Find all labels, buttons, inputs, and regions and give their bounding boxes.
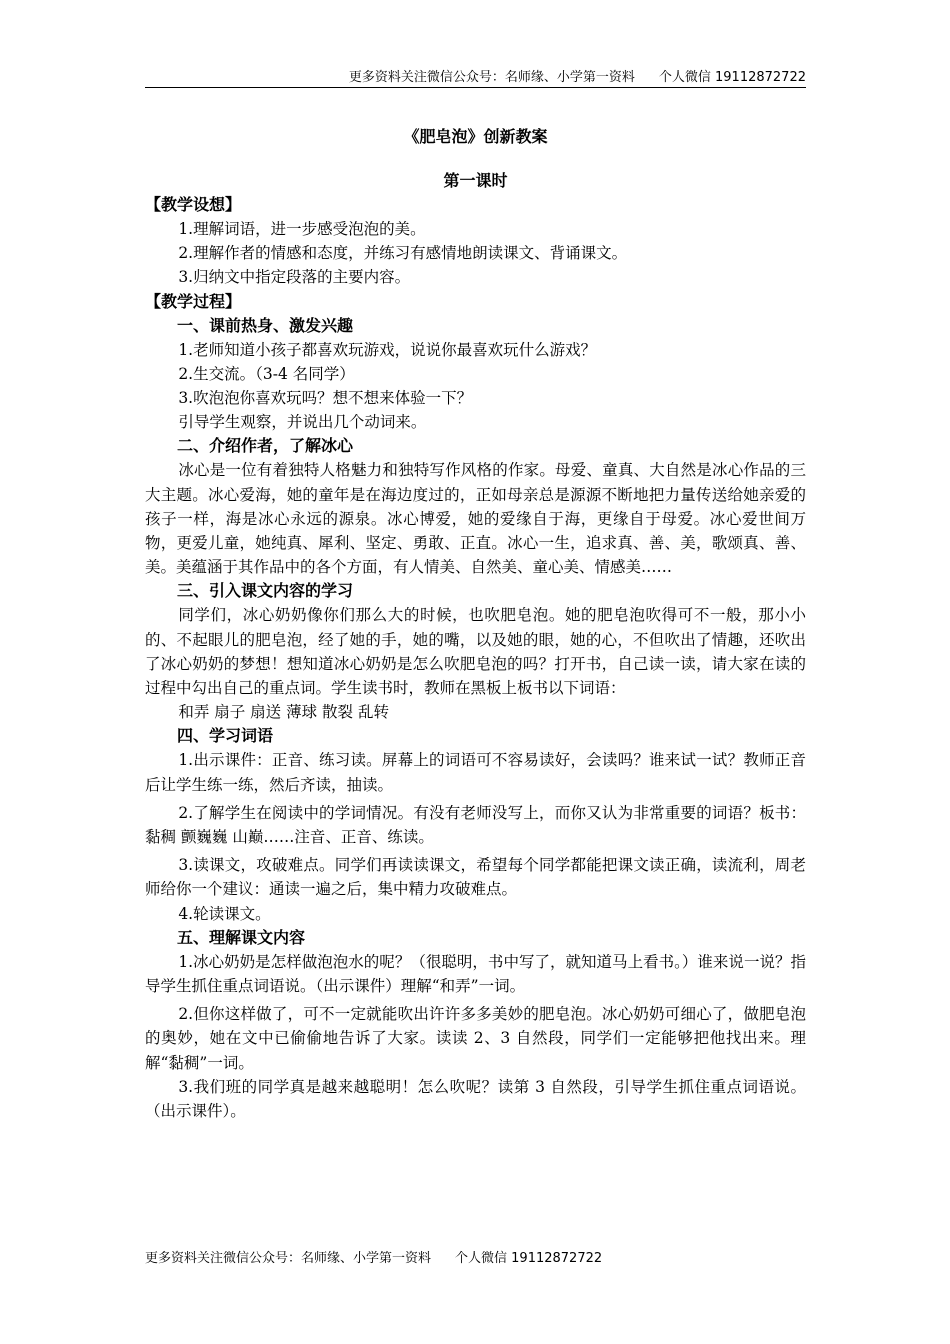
- part3-paragraph: 同学们，冰心奶奶像你们那么大的时候，也吹肥皂泡。她的肥皂泡吹得可不一般，那小小的、不起眼儿的肥皂泡，经了她的手，她的嘴，以及她的眼，她的心，不但吹出了情趣，还吹出了冰心奶奶的梦想！想知道冰心奶奶是怎么吹肥皂泡的吗？打开书，自己读一读，请大家在读的过程中勾出自己的重点词。学生读书时，教师在黑板上板书以下词语：: [145, 606, 806, 698]
- document-title: 《肥皂泡》创新教案: [403, 127, 548, 146]
- part1-item: 2.生交流。（3-4 名同学）: [178, 364, 355, 383]
- goal-item: 3.归纳文中指定段落的主要内容。: [178, 268, 411, 287]
- part2-paragraph: 冰心是一位有着独特人格魅力和独特写作风格的作家。母爱、童真、大自然是冰心作品的三大主题。冰心爱海，她的童年是在海边度过的，正如母亲总是源源不断地把力量传送给她亲爱的孩子一样，海是冰心永远的源泉。冰心博爱，她的爱缘自于海，更缘自于母爱。冰心爱世间万物，更爱儿童，她纯真、犀利、坚定、勇敢、正直。冰心一生，追求真、善、美，歌颂真、善、美。美蕴涵于其作品中的各个方面，有人情美、自然美、童心美、情感美……: [145, 461, 806, 577]
- part1-item: 3.吹泡泡你喜欢玩吗？想不想来体验一下？: [178, 389, 473, 408]
- part5-item: 1.冰心奶奶是怎样做泡泡水的呢？（很聪明，书中写了，就知道马上看书。）谁来说一说？指导学生抓住重点词语说。（出示课件）理解“和弄”一词。: [145, 952, 806, 996]
- header-personal-wechat: 个人微信 19112872722: [658, 70, 806, 85]
- page-header: [145, 66, 806, 85]
- part5-item: 3.我们班的同学真是越来越聪明！怎么吹呢？读第 3 自然段，引导学生抓住重点词语说。（出示课件）。: [145, 1077, 806, 1121]
- footer-personal-wechat: 个人微信 19112872722: [455, 1251, 603, 1266]
- part1-item: 引导学生观察，并说出几个动词来。: [178, 413, 427, 432]
- part4-item: 1.出示课件：正音、练习读。屏幕上的词语可不容易读好，会读吗？谁来试一试？教师正音后让学生练一练，然后齐读，抽读。: [145, 751, 806, 794]
- section-heading-process: 【教学过程】: [145, 291, 242, 311]
- part4-item: 2.了解学生在阅读中的学词情况。有没有老师没写上，而你又认为非常重要的词语？板书：黏稠 颤巍巍 山巅……注音、正音、练读。: [145, 803, 806, 847]
- header-divider: [145, 87, 806, 88]
- header-wechat-public: 更多资料关注微信公众号：名师缘、小学第一资料: [348, 70, 635, 85]
- part3-heading: 三、引入课文内容的学习: [177, 581, 354, 601]
- goal-item: 2.理解作者的情感和态度，并练习有感情地朗读课文、背诵课文。: [178, 244, 628, 263]
- goal-item: 1.理解词语，进一步感受泡泡的美。: [178, 220, 426, 238]
- part5-item: 2.但你这样做了，可不一定就能吹出许许多多美妙的肥皂泡。冰心奶奶可细心了，做肥皂泡的奥妙，她在文中已偷偷地告诉了大家。读读 2、3 自然段，同学们一定能够把他找出来。理解“黏稠”一词。: [145, 1005, 806, 1072]
- part4-item: 4.轮读课文。: [178, 904, 271, 923]
- footer-wechat-public: 更多资料关注微信公众号：名师缘、小学第一资料: [145, 1251, 432, 1266]
- document-body: [145, 125, 806, 1123]
- part4-heading: 四、学习词语: [177, 726, 274, 746]
- part1-heading: 一、课前热身、激发兴趣: [177, 315, 354, 335]
- lesson-subtitle: 第一课时: [443, 171, 508, 190]
- part1-item: 1.老师知道小孩子都喜欢玩游戏，说说你最喜欢玩什么游戏？: [178, 340, 597, 359]
- part4-item: 3.读课文，攻破难点。同学们再读读课文，希望每个同学都能把课文读正确，读流利，周老师给你一个建议：通读一遍之后，集中精力攻破难点。: [145, 856, 806, 899]
- part2-heading: 二、介绍作者，了解冰心: [177, 436, 354, 456]
- page-footer: [145, 1247, 602, 1266]
- part3-board-words: 和弄 扇子 扇送 薄球 散裂 乱转: [178, 703, 389, 722]
- section-heading-goals: 【教学设想】: [145, 195, 242, 214]
- part5-heading: 五、理解课文内容: [177, 927, 306, 947]
